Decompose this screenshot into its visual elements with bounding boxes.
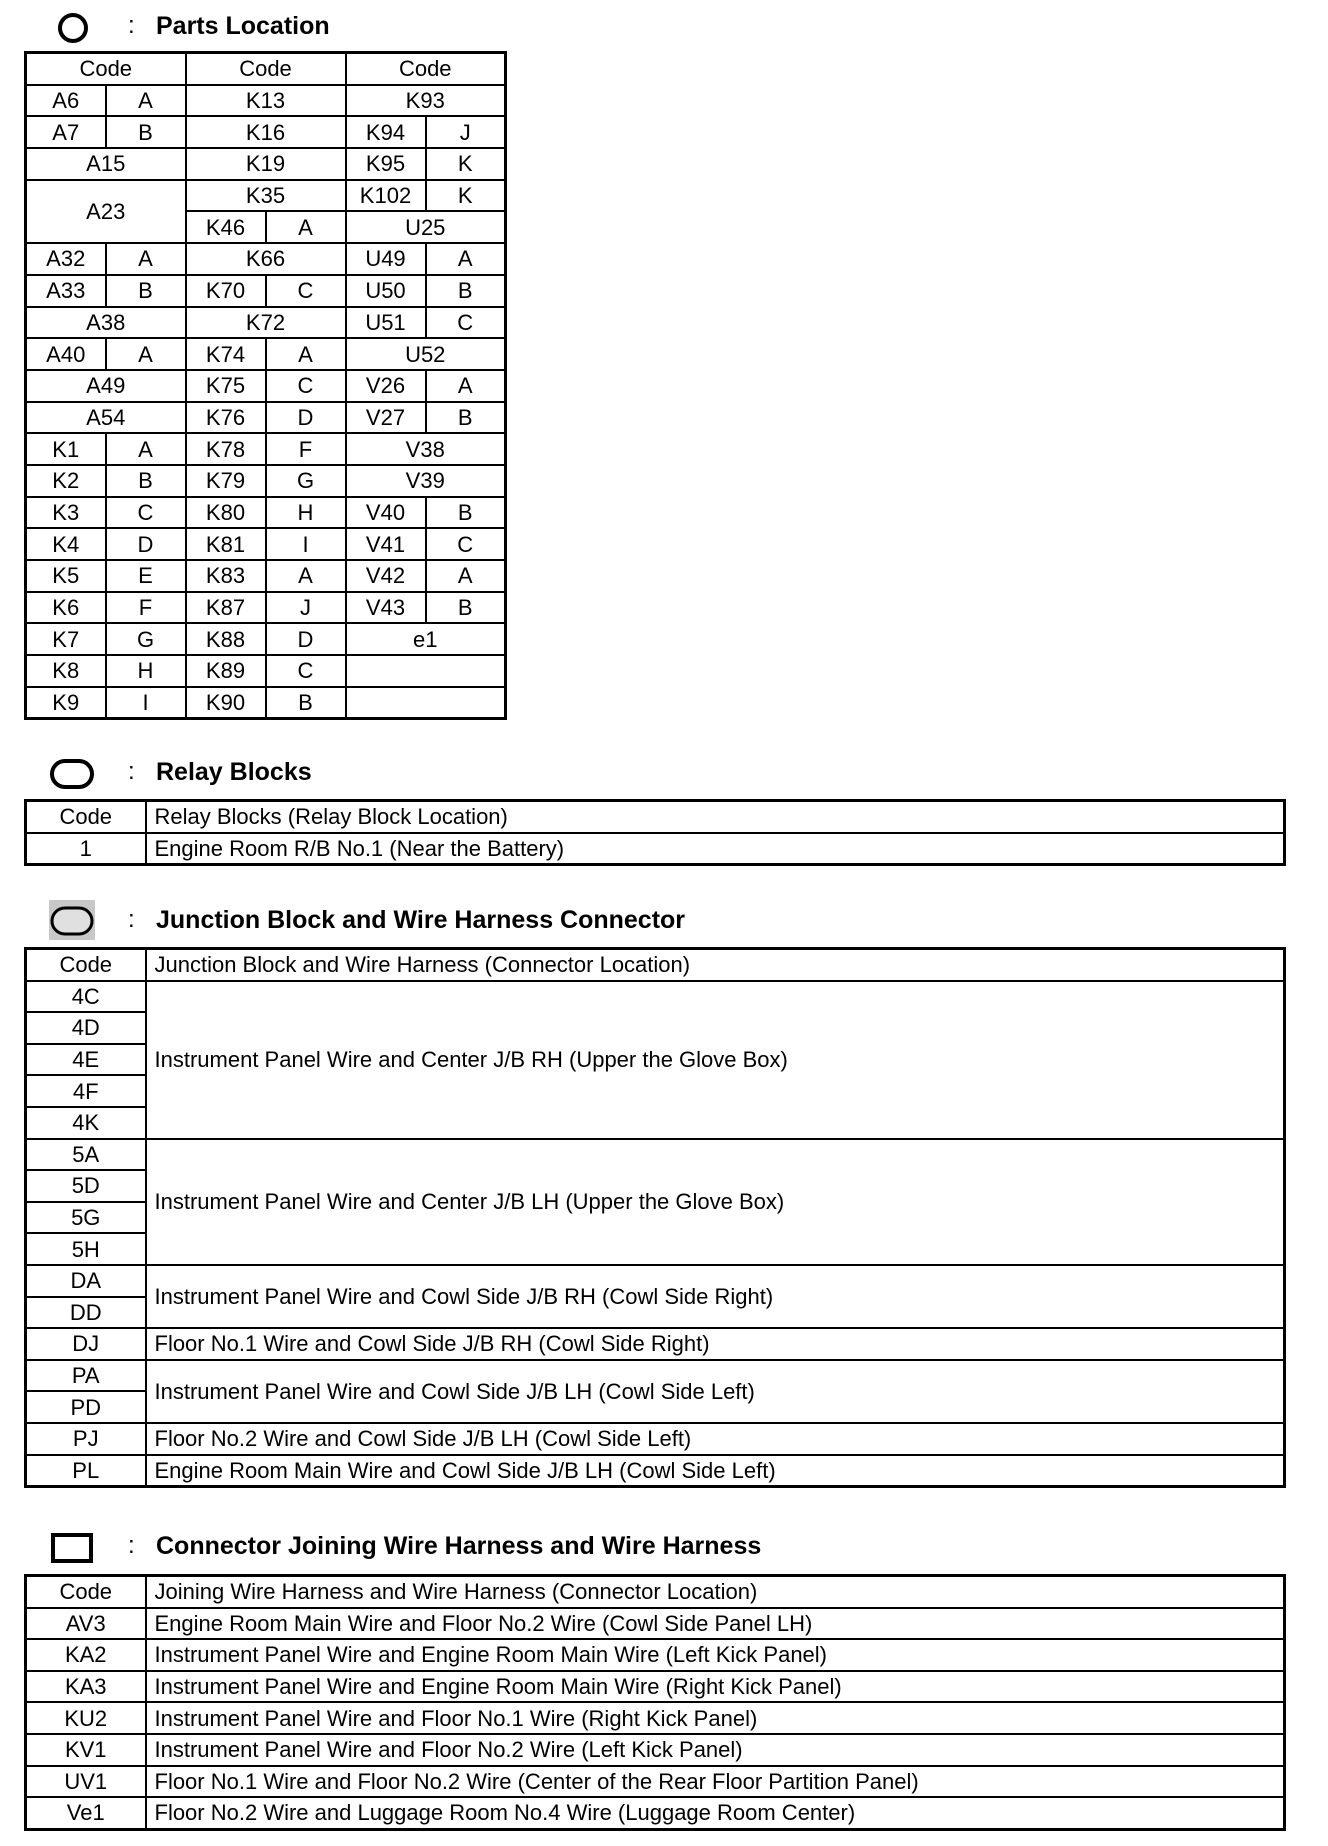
table-row <box>26 307 506 339</box>
part-location: H <box>266 497 346 529</box>
part-code: K74 <box>186 338 266 370</box>
table-row <box>26 1734 1285 1766</box>
location-description: Instrument Panel Wire and Engine Room Main Wire (Right Kick Panel) <box>146 1671 1285 1703</box>
part-code: K80 <box>186 497 266 529</box>
part-location: A <box>266 560 346 592</box>
part-code: U25 <box>346 211 506 243</box>
table-row <box>26 1455 1285 1487</box>
connector-code: 5G <box>26 1202 146 1234</box>
connector-code: Ve1 <box>26 1797 146 1829</box>
connector-code: 5H <box>26 1233 146 1265</box>
part-code: V38 <box>346 433 506 465</box>
part-code: K87 <box>186 592 266 624</box>
part-location: B <box>426 402 506 434</box>
part-code: V26 <box>346 370 426 402</box>
part-location: A <box>106 243 186 275</box>
table-row <box>26 981 1285 1013</box>
heading-colon: : <box>128 12 135 39</box>
part-code <box>346 655 506 687</box>
location-description: Instrument Panel Wire and Center J/B LH (Upper the Glove Box) <box>146 1139 1285 1265</box>
location-description: Instrument Panel Wire and Center J/B RH (Upper the Glove Box) <box>146 981 1285 1139</box>
part-code: K7 <box>26 623 106 655</box>
shaded-rounded-rectangle-icon <box>48 900 96 940</box>
connector-code: PL <box>26 1455 146 1487</box>
part-location: B <box>266 687 346 719</box>
part-code: A23 <box>26 180 186 243</box>
section-title: Relay Blocks <box>156 758 312 786</box>
connector-code: 4K <box>26 1107 146 1139</box>
location-description: Engine Room Main Wire and Cowl Side J/B LH (Cowl Side Left) <box>146 1455 1285 1487</box>
table-row <box>26 180 506 212</box>
part-code: A33 <box>26 275 106 307</box>
table-row <box>26 1139 1285 1171</box>
table-header-row <box>26 949 1285 981</box>
part-code: K35 <box>186 180 346 212</box>
part-code: K89 <box>186 655 266 687</box>
part-code: K5 <box>26 560 106 592</box>
table-row <box>26 623 506 655</box>
section-title: Connector Joining Wire Harness and Wire Harness <box>156 1532 762 1560</box>
part-code: K88 <box>186 623 266 655</box>
connector-code: 4E <box>26 1044 146 1076</box>
part-location: C <box>106 497 186 529</box>
part-code: A38 <box>26 307 186 339</box>
part-location: J <box>266 592 346 624</box>
table-row <box>26 1423 1285 1455</box>
part-location: I <box>266 528 346 560</box>
table-header-row <box>26 801 1285 833</box>
part-location: B <box>426 275 506 307</box>
part-location: C <box>266 275 346 307</box>
heading-colon: : <box>128 906 135 933</box>
part-location: A <box>426 243 506 275</box>
table-row <box>26 1639 1285 1671</box>
location-description: Instrument Panel Wire and Floor No.2 Wire (Left Kick Panel) <box>146 1734 1285 1766</box>
table-row <box>26 1328 1285 1360</box>
part-location: A <box>106 433 186 465</box>
location-description: Engine Room R/B No.1 (Near the Battery) <box>146 833 1285 865</box>
table-header-row <box>26 1576 1285 1608</box>
table-row <box>26 1797 1285 1829</box>
part-code: A40 <box>26 338 106 370</box>
connector-code: KU2 <box>26 1702 146 1734</box>
part-location: C <box>266 655 346 687</box>
part-code: K102 <box>346 180 426 212</box>
table-row <box>26 275 506 307</box>
part-code: V42 <box>346 560 426 592</box>
part-code: V40 <box>346 497 426 529</box>
table-row <box>26 592 506 624</box>
table-row <box>26 1671 1285 1703</box>
relay-blocks-table <box>24 799 1286 866</box>
part-code: K79 <box>186 465 266 497</box>
column-header: Code <box>26 53 186 85</box>
heading-colon: : <box>128 1532 135 1559</box>
part-code: K19 <box>186 148 346 180</box>
part-code: K94 <box>346 116 426 148</box>
column-header: Code <box>26 1576 146 1608</box>
connector-code: PA <box>26 1360 146 1392</box>
part-code: K6 <box>26 592 106 624</box>
part-code: e1 <box>346 623 506 655</box>
part-code: K78 <box>186 433 266 465</box>
table-row <box>26 148 506 180</box>
part-location: I <box>106 687 186 719</box>
part-code: K95 <box>346 148 426 180</box>
part-code: V27 <box>346 402 426 434</box>
part-code: K8 <box>26 655 106 687</box>
part-code: K16 <box>186 116 346 148</box>
part-location: C <box>426 528 506 560</box>
part-location: A <box>426 560 506 592</box>
table-row <box>26 433 506 465</box>
table-row <box>26 497 506 529</box>
connector-code: AV3 <box>26 1608 146 1640</box>
part-location: C <box>426 307 506 339</box>
table-row <box>26 243 506 275</box>
location-description: Floor No.1 Wire and Cowl Side J/B RH (Cowl Side Right) <box>146 1328 1285 1360</box>
part-code: K75 <box>186 370 266 402</box>
part-code: V43 <box>346 592 426 624</box>
table-row <box>26 1702 1285 1734</box>
column-header: Code <box>186 53 346 85</box>
column-header: Code <box>26 949 146 981</box>
part-location: E <box>106 560 186 592</box>
part-code: K2 <box>26 465 106 497</box>
part-code: V39 <box>346 465 506 497</box>
table-row <box>26 1265 1285 1297</box>
part-code: U52 <box>346 338 506 370</box>
part-location: A <box>106 85 186 117</box>
column-header: Joining Wire Harness and Wire Harness (Connector Location) <box>146 1576 1285 1608</box>
location-description: Instrument Panel Wire and Cowl Side J/B LH (Cowl Side Left) <box>146 1360 1285 1423</box>
location-description: Instrument Panel Wire and Cowl Side J/B RH (Cowl Side Right) <box>146 1265 1285 1328</box>
part-location: H <box>106 655 186 687</box>
part-location: A <box>266 338 346 370</box>
part-code: A6 <box>26 85 106 117</box>
connector-code: DD <box>26 1297 146 1329</box>
part-location: B <box>106 275 186 307</box>
connector-code: KA2 <box>26 1639 146 1671</box>
table-header-row <box>26 53 506 85</box>
part-code: K1 <box>26 433 106 465</box>
connector-code: 4D <box>26 1012 146 1044</box>
section-title: Parts Location <box>156 12 330 40</box>
part-location: A <box>426 370 506 402</box>
part-code: A15 <box>26 148 186 180</box>
connector-code: DJ <box>26 1328 146 1360</box>
table-row <box>26 402 506 434</box>
connector-code: 5D <box>26 1170 146 1202</box>
part-code: K76 <box>186 402 266 434</box>
location-description: Floor No.2 Wire and Luggage Room No.4 Wire (Luggage Room Center) <box>146 1797 1285 1829</box>
part-location: B <box>426 592 506 624</box>
connector-code: UV1 <box>26 1766 146 1798</box>
part-code: K66 <box>186 243 346 275</box>
part-code <box>346 687 506 719</box>
connector-code: PD <box>26 1391 146 1423</box>
part-code: U50 <box>346 275 426 307</box>
circle-icon <box>48 6 96 46</box>
part-code: K72 <box>186 307 346 339</box>
part-code: K83 <box>186 560 266 592</box>
table-row <box>26 687 506 719</box>
connector-code: 4F <box>26 1075 146 1107</box>
part-location: G <box>266 465 346 497</box>
part-location: B <box>106 465 186 497</box>
part-code: K70 <box>186 275 266 307</box>
part-code: A54 <box>26 402 186 434</box>
table-row <box>26 1360 1285 1392</box>
connector-code: DA <box>26 1265 146 1297</box>
table-row <box>26 85 506 117</box>
connector-code: KA3 <box>26 1671 146 1703</box>
part-code: U49 <box>346 243 426 275</box>
part-code: A32 <box>26 243 106 275</box>
part-location: C <box>266 370 346 402</box>
column-header: Code <box>346 53 506 85</box>
part-location: K <box>426 148 506 180</box>
parts-location-table <box>24 51 507 720</box>
table-row <box>26 465 506 497</box>
part-code: K81 <box>186 528 266 560</box>
location-description: Floor No.1 Wire and Floor No.2 Wire (Center of the Rear Floor Partition Panel) <box>146 1766 1285 1798</box>
part-location: F <box>106 592 186 624</box>
part-location: A <box>106 338 186 370</box>
junction-block-table <box>24 947 1286 1488</box>
table-row <box>26 560 506 592</box>
square-icon <box>48 1526 96 1566</box>
part-code: K93 <box>346 85 506 117</box>
connector-code: PJ <box>26 1423 146 1455</box>
column-header: Junction Block and Wire Harness (Connector Location) <box>146 949 1285 981</box>
part-code: V41 <box>346 528 426 560</box>
table-row <box>26 1766 1285 1798</box>
part-code: A49 <box>26 370 186 402</box>
part-location: D <box>266 623 346 655</box>
part-code: K46 <box>186 211 266 243</box>
connector-code: 5A <box>26 1139 146 1171</box>
location-description: Instrument Panel Wire and Engine Room Main Wire (Left Kick Panel) <box>146 1639 1285 1671</box>
section-title: Junction Block and Wire Harness Connector <box>156 906 686 934</box>
part-location: D <box>106 528 186 560</box>
column-header: Code <box>26 801 146 833</box>
part-location: G <box>106 623 186 655</box>
table-row <box>26 116 506 148</box>
part-location: A <box>266 211 346 243</box>
part-location: B <box>426 497 506 529</box>
part-code: A7 <box>26 116 106 148</box>
table-row <box>26 528 506 560</box>
part-code: K90 <box>186 687 266 719</box>
table-row <box>26 1608 1285 1640</box>
heading-colon: : <box>128 758 135 785</box>
part-location: F <box>266 433 346 465</box>
part-location: K <box>426 180 506 212</box>
part-location: D <box>266 402 346 434</box>
part-code: K9 <box>26 687 106 719</box>
column-header: Relay Blocks (Relay Block Location) <box>146 801 1285 833</box>
table-row <box>26 370 506 402</box>
connector-joining-table <box>24 1574 1286 1831</box>
part-code: K3 <box>26 497 106 529</box>
part-location: B <box>106 116 186 148</box>
table-row <box>26 655 506 687</box>
table-row <box>26 338 506 370</box>
location-description: Floor No.2 Wire and Cowl Side J/B LH (Cowl Side Left) <box>146 1423 1285 1455</box>
part-code: K13 <box>186 85 346 117</box>
connector-code: 1 <box>26 833 146 865</box>
location-description: Engine Room Main Wire and Floor No.2 Wire (Cowl Side Panel LH) <box>146 1608 1285 1640</box>
location-description: Instrument Panel Wire and Floor No.1 Wire (Right Kick Panel) <box>146 1702 1285 1734</box>
table-row <box>26 833 1285 865</box>
part-code: U51 <box>346 307 426 339</box>
rounded-rectangle-icon <box>48 752 96 792</box>
part-code: K4 <box>26 528 106 560</box>
part-location: J <box>426 116 506 148</box>
connector-code: 4C <box>26 981 146 1013</box>
connector-code: KV1 <box>26 1734 146 1766</box>
